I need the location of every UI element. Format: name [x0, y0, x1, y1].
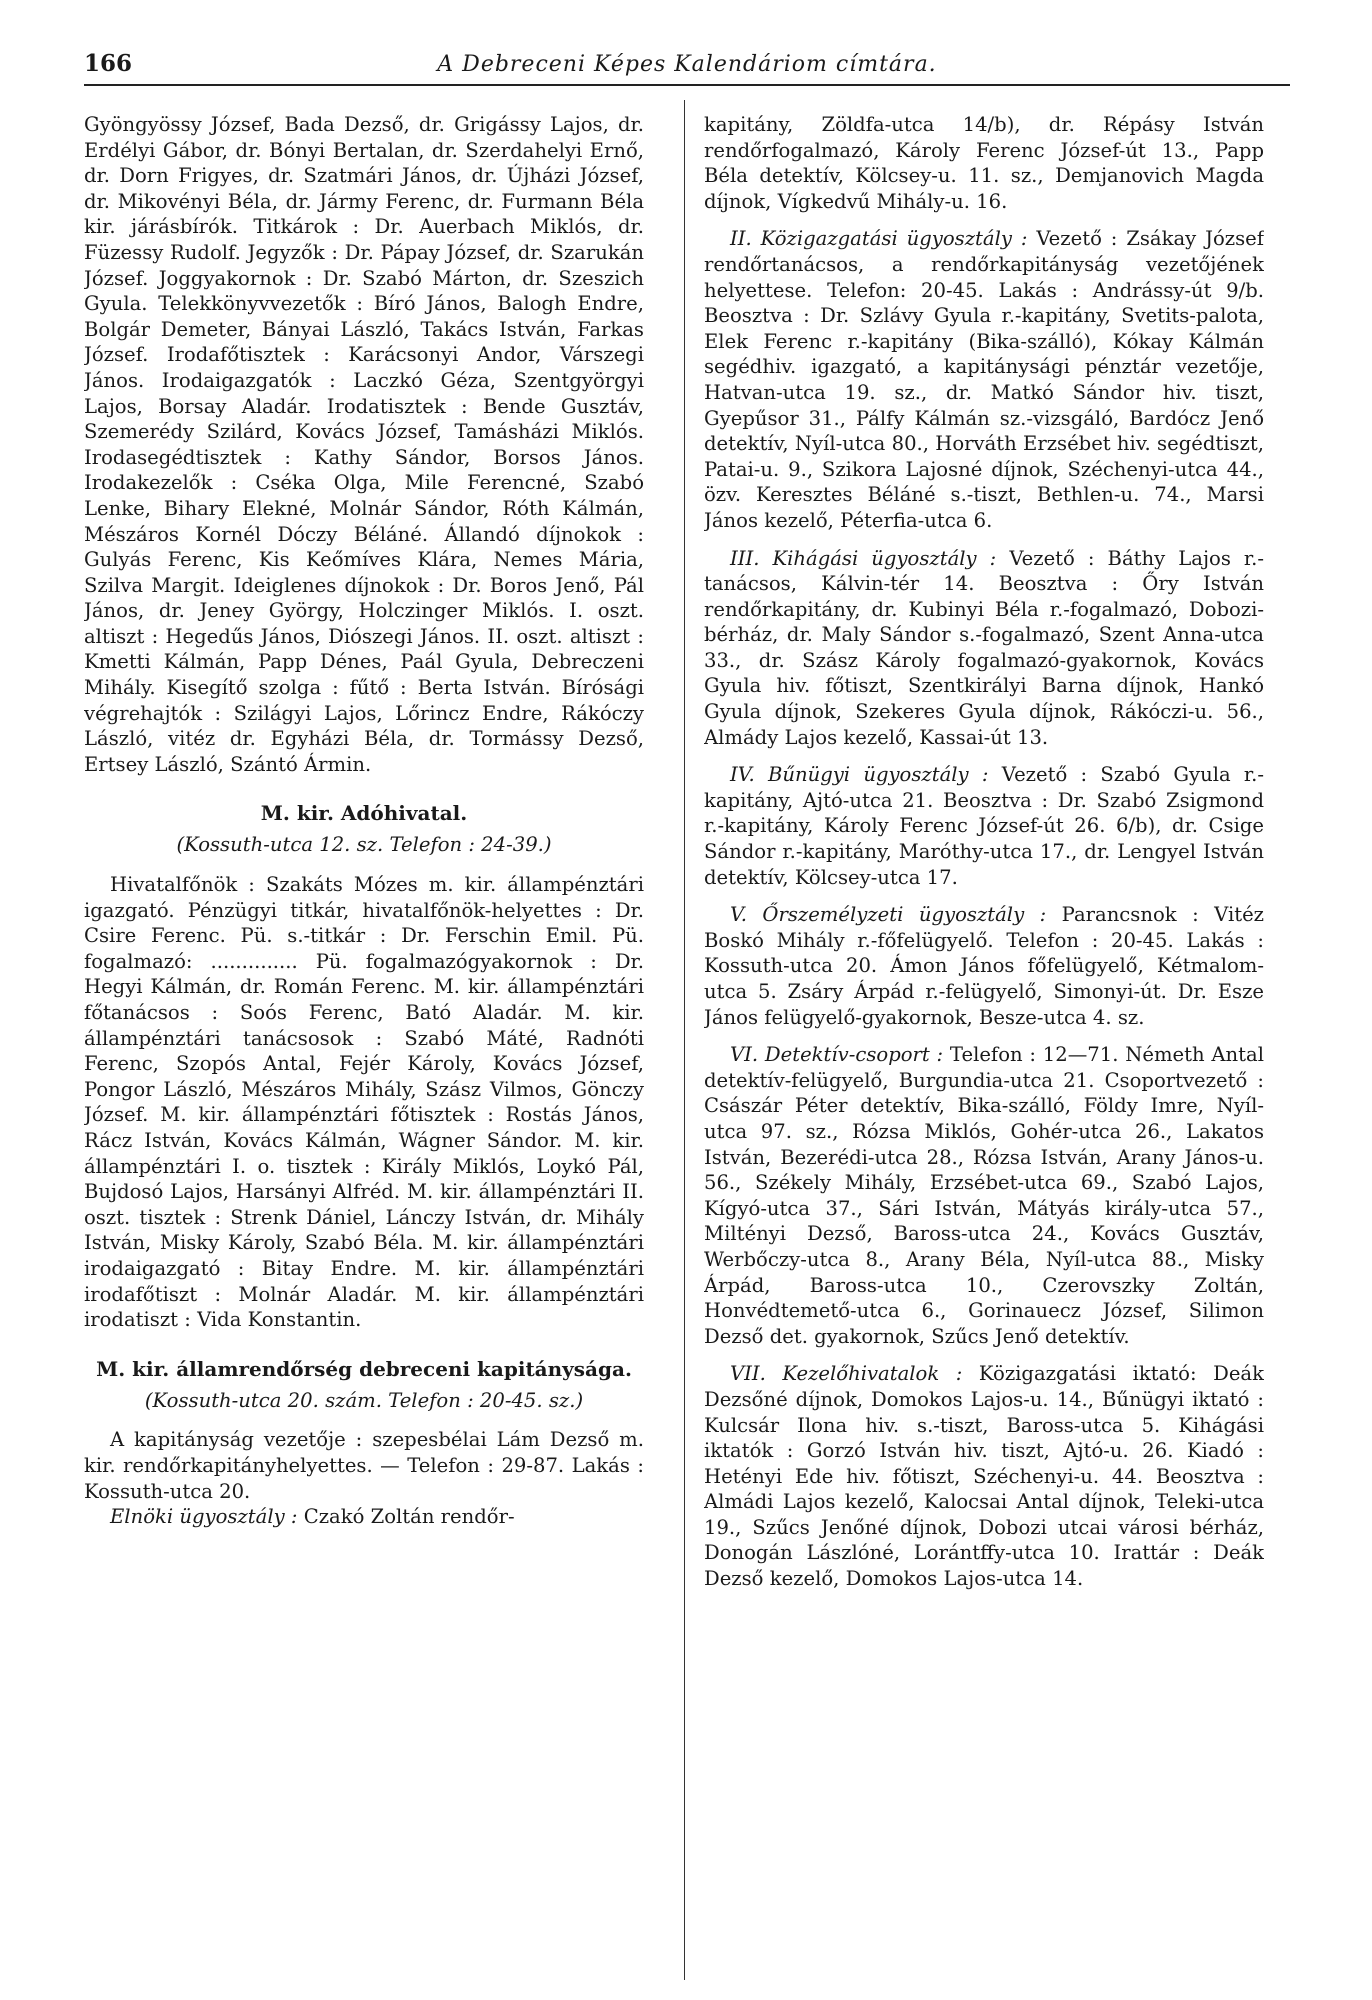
right-column [704, 112, 1264, 1982]
criminal-dept-paragraph [704, 762, 1264, 890]
police-address: (Kossuth-utca 20. szám. Telefon : 20-45. sz.) [144, 1388, 584, 1412]
tax-office-heading: M. kir. Adóhivatal. [260, 801, 468, 826]
page-header [84, 50, 1290, 86]
offense-dept-paragraph [704, 546, 1264, 751]
offense-dept-label: III. Kihágási ügyosztály : [730, 546, 997, 570]
offense-dept-text: Vezető : Báthy Lajos r.-tanácsos, Kálvin-tér 14. Beosztva : Őry István rendőrkapitány, dr. Kubinyi Béla r.-fogalmazó, Dobozi-bérház, dr. Maly Sándor s.-fogalmazó, Szent Anna-utca 33., dr. Szász Károly fogalmazó-gyakornok, Kovács Gyula hiv. főtiszt, Szentkirályi Barna díjnok, Hankó Gyula díjnok, Szekeres Gyula díjnok, Rákóczi-u. 56., Almády Lajos kezelő, Kassai-út 13. [704, 546, 1264, 749]
left-column [84, 112, 644, 1982]
detective-group-label: VI. Detektív-csoport : [730, 1043, 944, 1067]
admin-dept-label: II. Közigazgatási ügyosztály : [730, 227, 1028, 251]
presidential-dept-continued: kapitány, Zöldfa-utca 14/b), dr. Répásy István rendőrfogalmazó, Károly Ferenc József-út 13., Papp Béla detektív, Kölcsey-u. 11. sz., Demjanovich Magda díjnok, Vígkedvű Mihály-u. 16. [704, 113, 1264, 213]
presidential-dept-paragraph [84, 1504, 644, 1530]
page-number: 166 [84, 50, 133, 77]
handling-offices-paragraph [704, 1361, 1264, 1591]
tax-office-address: (Kossuth-utca 12. sz. Telefon : 24-39.) [176, 833, 552, 857]
admin-dept-text: Vezető : Zsákay József rendőrtanácsos, a rendőrkapitányság vezetőjének helyettese. Telefon: 20-45. Lakás : Andrássy-út 9/b. Beosztva : Dr. Szlávy Gyula r.-kapitány, Svetits-palota, Elek Ferenc r.-kapitány (Bika-szálló), Kókay Kálmán segédhiv. igazgató, a kapitánysági pénztár vezetője, Hatvan-utca 19. sz., dr. Matkó Sándor hiv. tiszt, Gyepűsor 31., Pálfy Kálmán sz.-vizsgáló, Bardócz Jenő detektív, Nyíl-utca 80., Horváth Erzsébet hiv. segédtiszt, Patai-u. 9., Szikora Lajosné díjnok, Széchenyi-utca 44., özv. Keresztes Béláné s.-tiszt, Bethlen-u. 74., Marsi János kezelő, Péterfia-utca 6. [704, 227, 1264, 532]
police-head-paragraph: A kapitányság vezetője : szepesbélai Lám Dezső m. kir. rendőrkapitányhelyettes. — Telefon : 29-87. Lakás : Kossuth-utca 20. [84, 1428, 644, 1503]
guard-dept-label: V. Őrszemélyzeti ügyosztály : [730, 903, 1047, 927]
criminal-dept-text: Vezető : Szabó Gyula r.-kapitány, Ajtó-utca 21. Beosztva : Dr. Szabó Zsigmond r.-kapitány, Károly Ferenc József-út 26. 6/b), dr. Csige Sándor r.-kapitány, Maróthy-utca 17., dr. Lengyel István detektív, Kölcsey-utca 17. [704, 763, 1264, 889]
handling-offices-text: Közigazgatási iktató: Deák Dezsőné díjnok, Domokos Lajos-u. 14., Bűnügyi iktató : Kulcsár Ilona hiv. s.-tiszt, Baross-utca 5. Kihágási iktatók : Gorzó István hiv. tiszt, Ajtó-u. 26. Kiadó : Hetényi Ede hiv. főtiszt, Széchenyi-u. 44. Beosztva : Almádi Lajos kezelő, Kalocsai Antal díjnok, Teleki-utca 19., Szűcs Jenőné díjnok, Dobozi utcai városi bérház, Donogán Lászlóné, Lorántffy-utca 10. Irattár : Deák Dezső kezelő, Domokos Lajos-utca 14. [704, 1362, 1264, 1591]
detective-group-text: Telefon : 12—71. Németh Antal detektív-felügyelő, Burgundia-utca 21. Csoportvezető : Császár Péter detektív, Bika-szálló, Földy Imre, Nyíl-utca 97. sz., Rózsa Miklós, Gohér-utca 26., Lakatos István, Bezerédi-utca 28., Rózsa István, Arany János-u. 56., Székely Mihály, Erzsébet-utca 69., Szabó Lajos, Kígyó-utca 37., Sári István, Mátyás király-utca 57., Miltényi Dezső, Baross-utca 24., Kovács Gusztáv, Werbőczy-utca 8., Arany Béla, Nyíl-utca 88., Misky Árpád, Baross-utca 10., Czerovszky Zoltán, Honvédtemető-utca 6., Gorinauecz József, Silimon Dezső det. gyakornok, Szűcs Jenő detektív. [704, 1043, 1264, 1348]
running-title: A Debreceni Képes Kalendáriom címtára. [437, 52, 937, 77]
guard-dept-paragraph [704, 902, 1264, 1030]
presidential-dept-text: Czakó Zoltán rendőr- [297, 1505, 515, 1529]
court-staff-paragraph: Gyöngyössy József, Bada Dezső, dr. Grigássy Lajos, dr. Erdélyi Gábor, dr. Bónyi Bertalan, dr. Szerdahelyi Ernő, dr. Dorn Frigyes, dr. Szatmári János, dr. Újházi József, dr. Mikovényi Béla, dr. Jármy Ferenc, dr. Furmann Béla kir. járásbírók. Titkárok : Dr. Auerbach Miklós, dr. Füzessy Rudolf. Jegyzők : Dr. Pápay József, dr. Szarukán József. Joggyakornok : Dr. Szabó Márton, dr. Szeszich Gyula. Telekkönyvvezetők : Bíró János, Balogh Endre, Bolgár Demeter, Bányai László, Takács István, Farkas József. Irodafőtisztek : Karácsonyi Andor, Várszegi János. Irodaigazgatók : Laczkó Géza, Szentgyörgyi Lajos, Borsay Aladár. Irodatisztek : Bende Gusztáv, Szemerédy Szilárd, Kovács József, Tamásházi Miklós. Irodasegédtisztek : Kathy Sándor, Borsos János. Irodakezelők : Cséka Olga, Mile Ferencné, Szabó Lenke, Bihary Elekné, Molnár Sándor, Róth Kálmán, Mészáros Kornél Dóczy Béláné. Állandó díjnokok : Gulyás Ferenc, Kis Keőmíves Klára, Nemes Mária, Szilva Margit. Ideiglenes díjnokok : Dr. Boros Jenő, Pál János, dr. Jeney György, Holczinger Miklós. I. oszt. altiszt : Hegedűs János, Diószegi János. II. oszt. altiszt : Kmetti Kálmán, Papp Dénes, Paál Gyula, Debreczeni Mihály. Kisegítő szolga : fűtő : Berta István. Bírósági végrehajtók : Szilágyi Lajos, Lőrincz Endre, Rákóczy László, vitéz dr. Egyházi Béla, dr. Tormássy Dezső, Ertsey László, Szántó Ármin. [84, 113, 644, 776]
tax-office-paragraph: Hivatalfőnök : Szakáts Mózes m. kir. állampénztári igazgató. Pénzügyi titkár, hivatalfőnök-helyettes : Dr. Csire Ferenc. Pü. s.-titkár : Dr. Ferschin Emil. Pü. fogalmazó: .............. Pü. fogalmazógyakornok : Dr. Hegyi Kálmán, dr. Román Ferenc. M. kir. állampénztári főtanácsos : Soós Ferenc, Bató Aladár. M. kir. állampénztári tanácsosok : Szabó Máté, Radnóti Ferenc, Szopós Antal, Fejér Károly, Kovács József, Pongor László, Mészáros Mihály, Szász Vilmos, Gönczy József. M. kir. állampénztári főtisztek : Rostás János, Rácz István, Kovács Kálmán, Wágner Sándor. M. kir. állampénztári I. o. tisztek : Király Miklós, Loykó Pál, Bujdosó Lajos, Harsányi Alfréd. M. kir. állampénztári II. oszt. tisztek : Strenk Dániel, Lánczy István, dr. Mihály István, Misky Károly, Szabó Béla. M. kir. állampénztári irodaigazgató : Bitay Endre. M. kir. állampénztári irodafőtiszt : Molnár Aladár. M. kir. állampénztári irodatiszt : Vida Konstantin. [84, 873, 644, 1332]
column-divider [684, 100, 685, 1980]
presidential-dept-label: Elnöki ügyosztály : [110, 1505, 298, 1529]
guard-dept-text: Parancsnok : Vitéz Boskó Mihály r.-főfelügyelő. Telefon : 20-45. Lakás : Kossuth-utca 20. Ámon János főfelügyelő, Kétmalom-utca 5. Zsáry Árpád r.-felügyelő, Simonyi-út. Dr. Esze János felügyelő-gyakornok, Besze-utca 4. sz. [704, 903, 1264, 1029]
police-heading: M. kir. államrendőrség debreceni kapitánysága. [96, 1356, 632, 1381]
criminal-dept-label: IV. Bűnügyi ügyosztály : [730, 763, 989, 787]
detective-group-paragraph [704, 1042, 1264, 1349]
handling-offices-label: VII. Kezelőhivatalok : [730, 1362, 963, 1386]
admin-dept-paragraph [704, 226, 1264, 533]
